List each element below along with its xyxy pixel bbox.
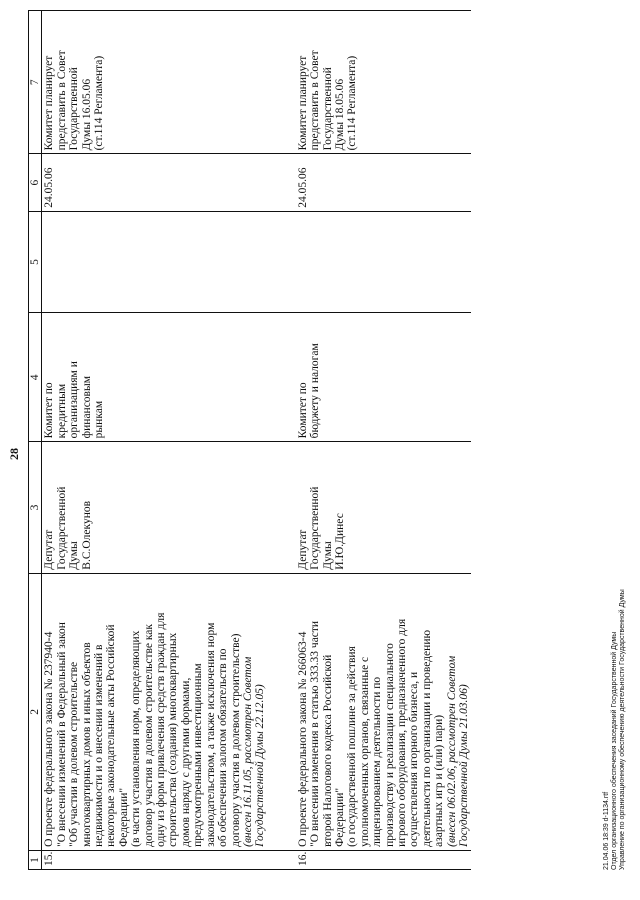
plan-line: (ст.114 Регламента) [93,55,106,151]
bill-note-line: лицензированием деятельности по [371,676,384,847]
page-number: 28 [7,448,21,460]
author-line: Думы [68,541,81,570]
committee-line: Комитет по [296,382,309,439]
bill-note-line: игрового оборудования, предназначенного для [395,618,408,847]
bill-title-line: Федерации" [333,787,346,847]
bill-title-line: "О внесении изменения в статью 333.33 части [309,620,322,847]
date-cell: 24.05.06 [42,154,268,211]
footer-directorate-line: Управление по организационному обеспечению деятельности Государственной Думы [619,589,626,870]
bill-note-line: законодательством, а также исключения норм [204,622,217,847]
column-header: 2 [29,573,42,850]
footer-department-line: Отдел организационного обеспечения заседаний Государственной Думы [611,631,618,870]
column-number-header-row [29,11,42,870]
author-line: Депутат [296,529,309,570]
bill-note-line: (в части установления норм, определяющих [130,630,143,847]
bill-intro-line: (внесен 06.02.06, рассмотрен Советом [445,655,458,847]
column-header: 6 [29,154,42,211]
bill-note-line: азартных игр и (или) пари) [433,714,446,847]
bill-title-line: недвижимости и о внесении изменений в [93,644,106,847]
author-line: Депутат [43,529,56,570]
column-5-cell [42,211,268,313]
footer-file-line: 21.04.06 18:39 d-1134.rtf [603,791,610,870]
bill-number-line: О проекте федерального закона № 237940-4 [43,631,56,847]
bill-note-line: деятельности по организации и проведению [420,629,433,847]
bill-title-line: некоторые законодательные акты Российской [105,624,118,847]
responsible-committee [296,313,472,442]
author-line: Государственной [55,486,68,570]
row-number: 15. [42,850,268,869]
bill-intro-line: (внесен 16.11.05, рассмотрен Советом [241,656,254,847]
bill-note-line: об обеспечении залогом обязательств по [217,648,230,847]
table-row [42,11,268,870]
plan-line: Государственной [321,67,334,151]
plan-note [42,11,268,154]
bill-intro-line: Государственной Думы 22.12.05) [254,684,267,847]
author-line: Думы [321,541,334,570]
bill-number-line: О проекте федерального закона № 266063-4 [296,631,309,847]
bill-note-line: строительства (создания) многоквартирных [167,632,180,847]
bills-table [28,10,471,870]
document-footer [603,589,627,870]
plan-line: Думы 16.05.06 [80,78,93,151]
column-header: 1 [29,850,42,869]
author-line: Государственной [309,486,322,570]
bill-title-line: второй Налогового кодекса Российской [321,654,334,847]
committee-line: бюджету и налогам [309,343,322,439]
bill-note-line: производству и реализации специального [383,643,396,847]
bill-author [296,442,472,573]
bill-note-line: одну из форм привлечения средств граждан для [155,612,168,847]
plan-line: Комитет планирует [43,55,56,151]
bill-note-line: договору участия в долевом строительстве) [229,633,242,847]
bill-note-line: (о государственной пошлине за действия [346,646,359,847]
column-header: 5 [29,211,42,313]
committee-line: финансовым [80,376,93,439]
responsible-committee [42,313,268,442]
date-cell: 24.05.06 [296,154,472,211]
plan-note [296,11,472,154]
plan-line: представить в Совет [309,50,322,151]
bill-note-line: уполномоченных органов, связанные с [358,656,371,847]
bill-description [42,573,268,850]
bill-note-line: осуществления игорного бизнеса, и [408,671,421,847]
table-row [296,11,472,870]
bill-description [296,573,472,850]
column-5-cell [296,211,472,313]
bill-author [42,442,268,573]
column-header: 4 [29,313,42,442]
column-header: 3 [29,442,42,573]
committee-line: кредитным [55,383,68,439]
bill-note-line: договор участия в долевом строительстве как [142,624,155,847]
committee-line: Комитет по [43,382,56,439]
committee-line: рынкам [93,400,106,439]
plan-line: (ст.114 Регламента) [346,55,359,151]
column-header: 7 [29,11,42,154]
bill-title-line: Федерации" [117,787,130,847]
bill-intro-line: Государственной Думы 21.03.06) [458,684,470,847]
plan-line: представить в Совет [55,50,68,151]
committee-line: организациям и [68,361,81,439]
bill-title-line: многоквартирных домов и иных объектов [80,642,93,847]
bill-note-line: домов наряду с другими формами, [179,677,192,847]
bill-title-line: "О внесении изменений в Федеральный закон [55,622,68,847]
author-line: В.С.Олекунов [80,500,93,570]
plan-line: Государственной [68,67,81,151]
author-line: И.Ю.Динес [333,513,346,570]
row-number: 16. [296,850,472,869]
row-spacer [268,11,296,870]
plan-line: Комитет планирует [296,55,309,151]
bill-title-line: "Об участии в долевом строительстве [68,661,81,847]
plan-line: Думы 18.05.06 [333,78,346,151]
bill-note-line: предусмотренными инвестиционным [192,663,205,847]
